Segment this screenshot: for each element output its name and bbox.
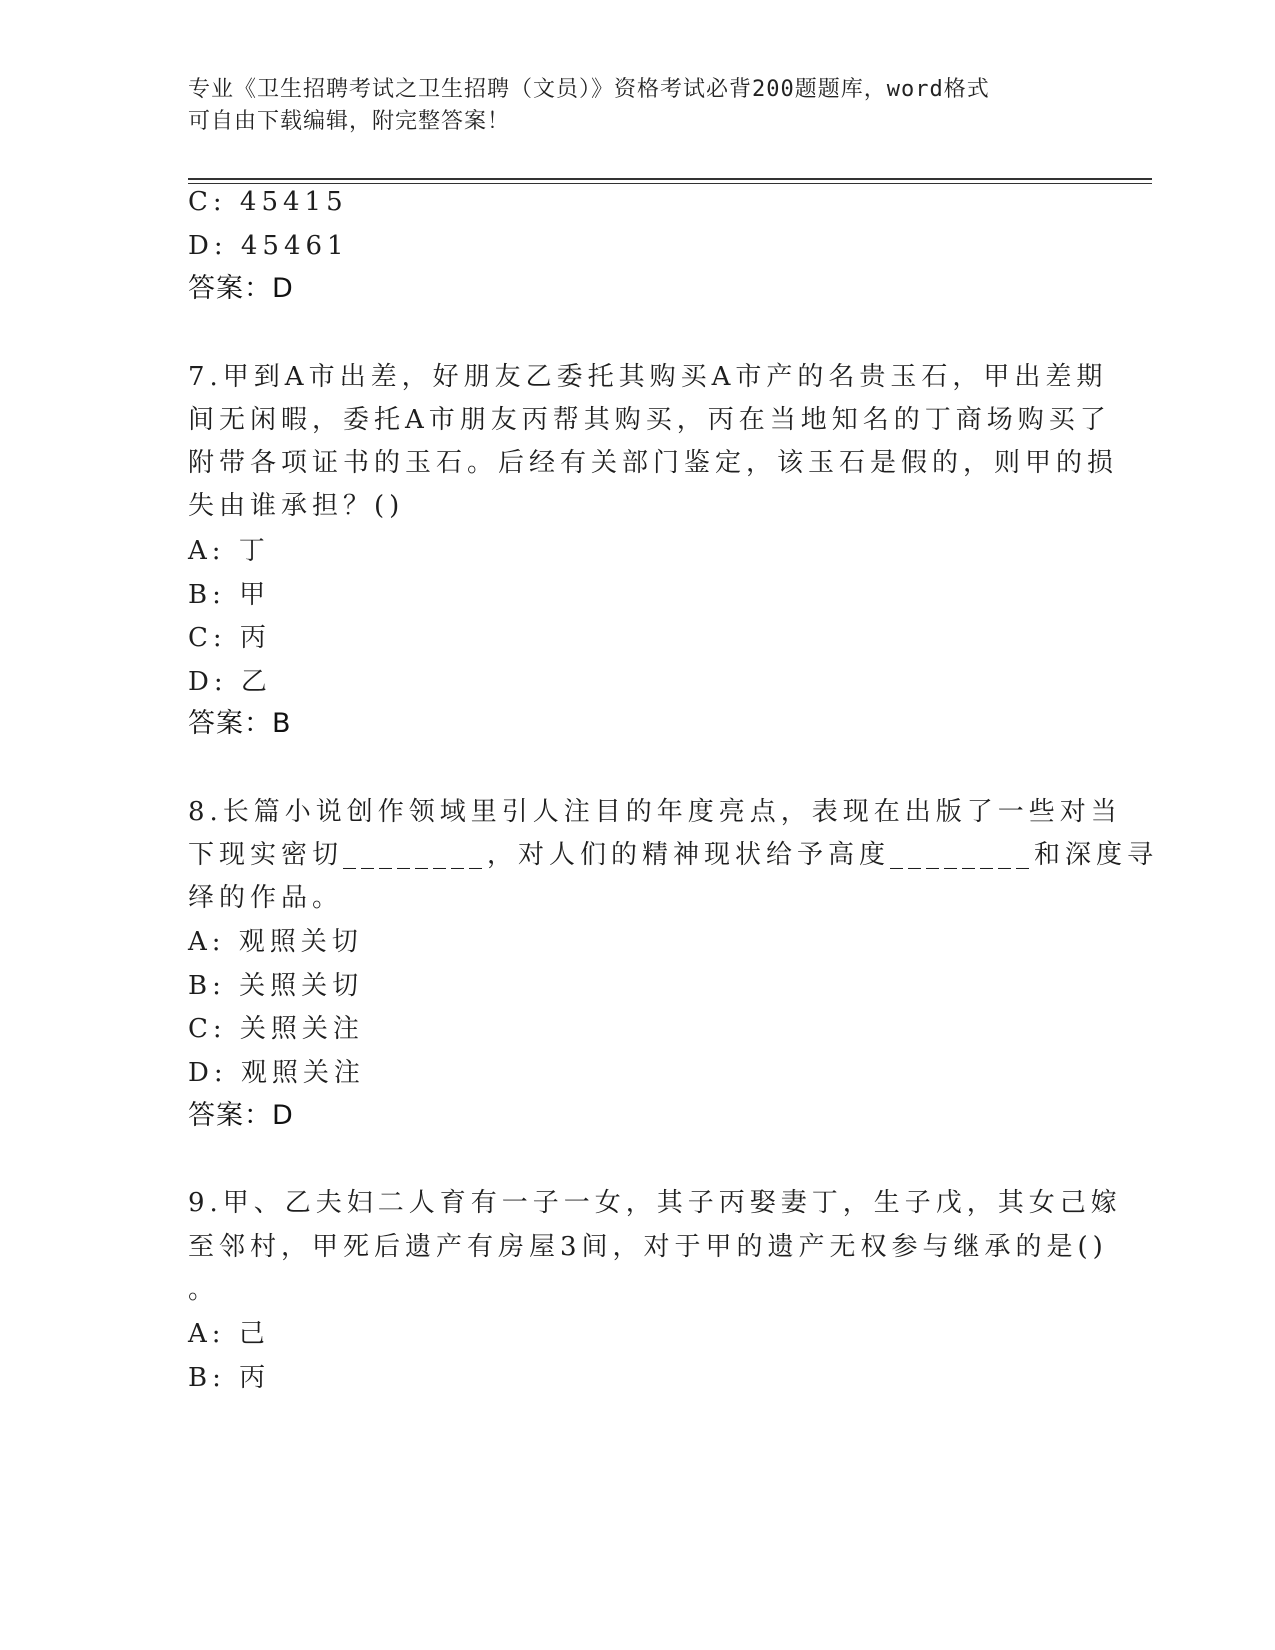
q7-stem-line-2: 间无闲暇，委托A市朋友丙帮其购买，丙在当地知名的丁商场购买了 bbox=[188, 405, 1111, 435]
q8-answer: 答案：D bbox=[188, 1100, 294, 1131]
header-rule-thick bbox=[188, 178, 1152, 180]
q7-stem-line-1: 7.甲到A市出差，好朋友乙委托其购买A市产的名贵玉石，甲出差期 bbox=[188, 362, 1108, 392]
q6-option-d: D: 45461 bbox=[188, 231, 349, 261]
q9-option-b: B: 丙 bbox=[188, 1363, 271, 1393]
q7-answer: 答案：B bbox=[188, 708, 292, 739]
header-rule-thin bbox=[188, 183, 1152, 184]
header-line-1: 专业《卫生招聘考试之卫生招聘（文员）》资格考试必背200题题库，word格式 bbox=[188, 77, 990, 102]
q9-option-a: A: 己 bbox=[188, 1319, 270, 1349]
q7-option-a: A: 丁 bbox=[188, 536, 270, 566]
q8-option-d: D: 观照关注 bbox=[188, 1058, 365, 1088]
q8-option-a: A: 观照关切 bbox=[188, 927, 363, 957]
header-line-2: 可自由下载编辑，附完整答案！ bbox=[188, 109, 511, 134]
q7-stem-line-3: 附带各项证书的玉石。后经有关部门鉴定，该玉石是假的，则甲的损 bbox=[188, 448, 1119, 478]
q8-stem-line-2: 下现实密切________，对人们的精神现状给予高度________和深度寻 bbox=[188, 840, 1159, 870]
q6-answer: 答案：D bbox=[188, 273, 294, 304]
q7-option-b: B: 甲 bbox=[188, 580, 271, 610]
q6-option-c: C: 45415 bbox=[188, 187, 348, 217]
q8-stem-line-1: 8.长篇小说创作领域里引人注目的年度亮点，表现在出版了一些对当 bbox=[188, 797, 1122, 827]
q7-option-d: D: 乙 bbox=[188, 667, 272, 697]
q9-stem-line-3: 。 bbox=[188, 1275, 220, 1305]
document-header bbox=[188, 74, 1068, 138]
q8-option-c: C: 关照关注 bbox=[188, 1014, 364, 1044]
q7-stem-line-4: 失由谁承担？() bbox=[188, 491, 405, 521]
q9-stem-line-1: 9.甲、乙夫妇二人育有一子一女，其子丙娶妻丁，生子戊，其女己嫁 bbox=[188, 1188, 1122, 1218]
q7-option-c: C: 丙 bbox=[188, 623, 271, 653]
q9-stem-line-2: 至邻村，甲死后遗产有房屋3间，对于甲的遗产无权参与继承的是() bbox=[188, 1232, 1108, 1262]
q8-stem-line-3: 绎的作品。 bbox=[188, 883, 344, 913]
q8-option-b: B: 关照关切 bbox=[188, 971, 364, 1001]
